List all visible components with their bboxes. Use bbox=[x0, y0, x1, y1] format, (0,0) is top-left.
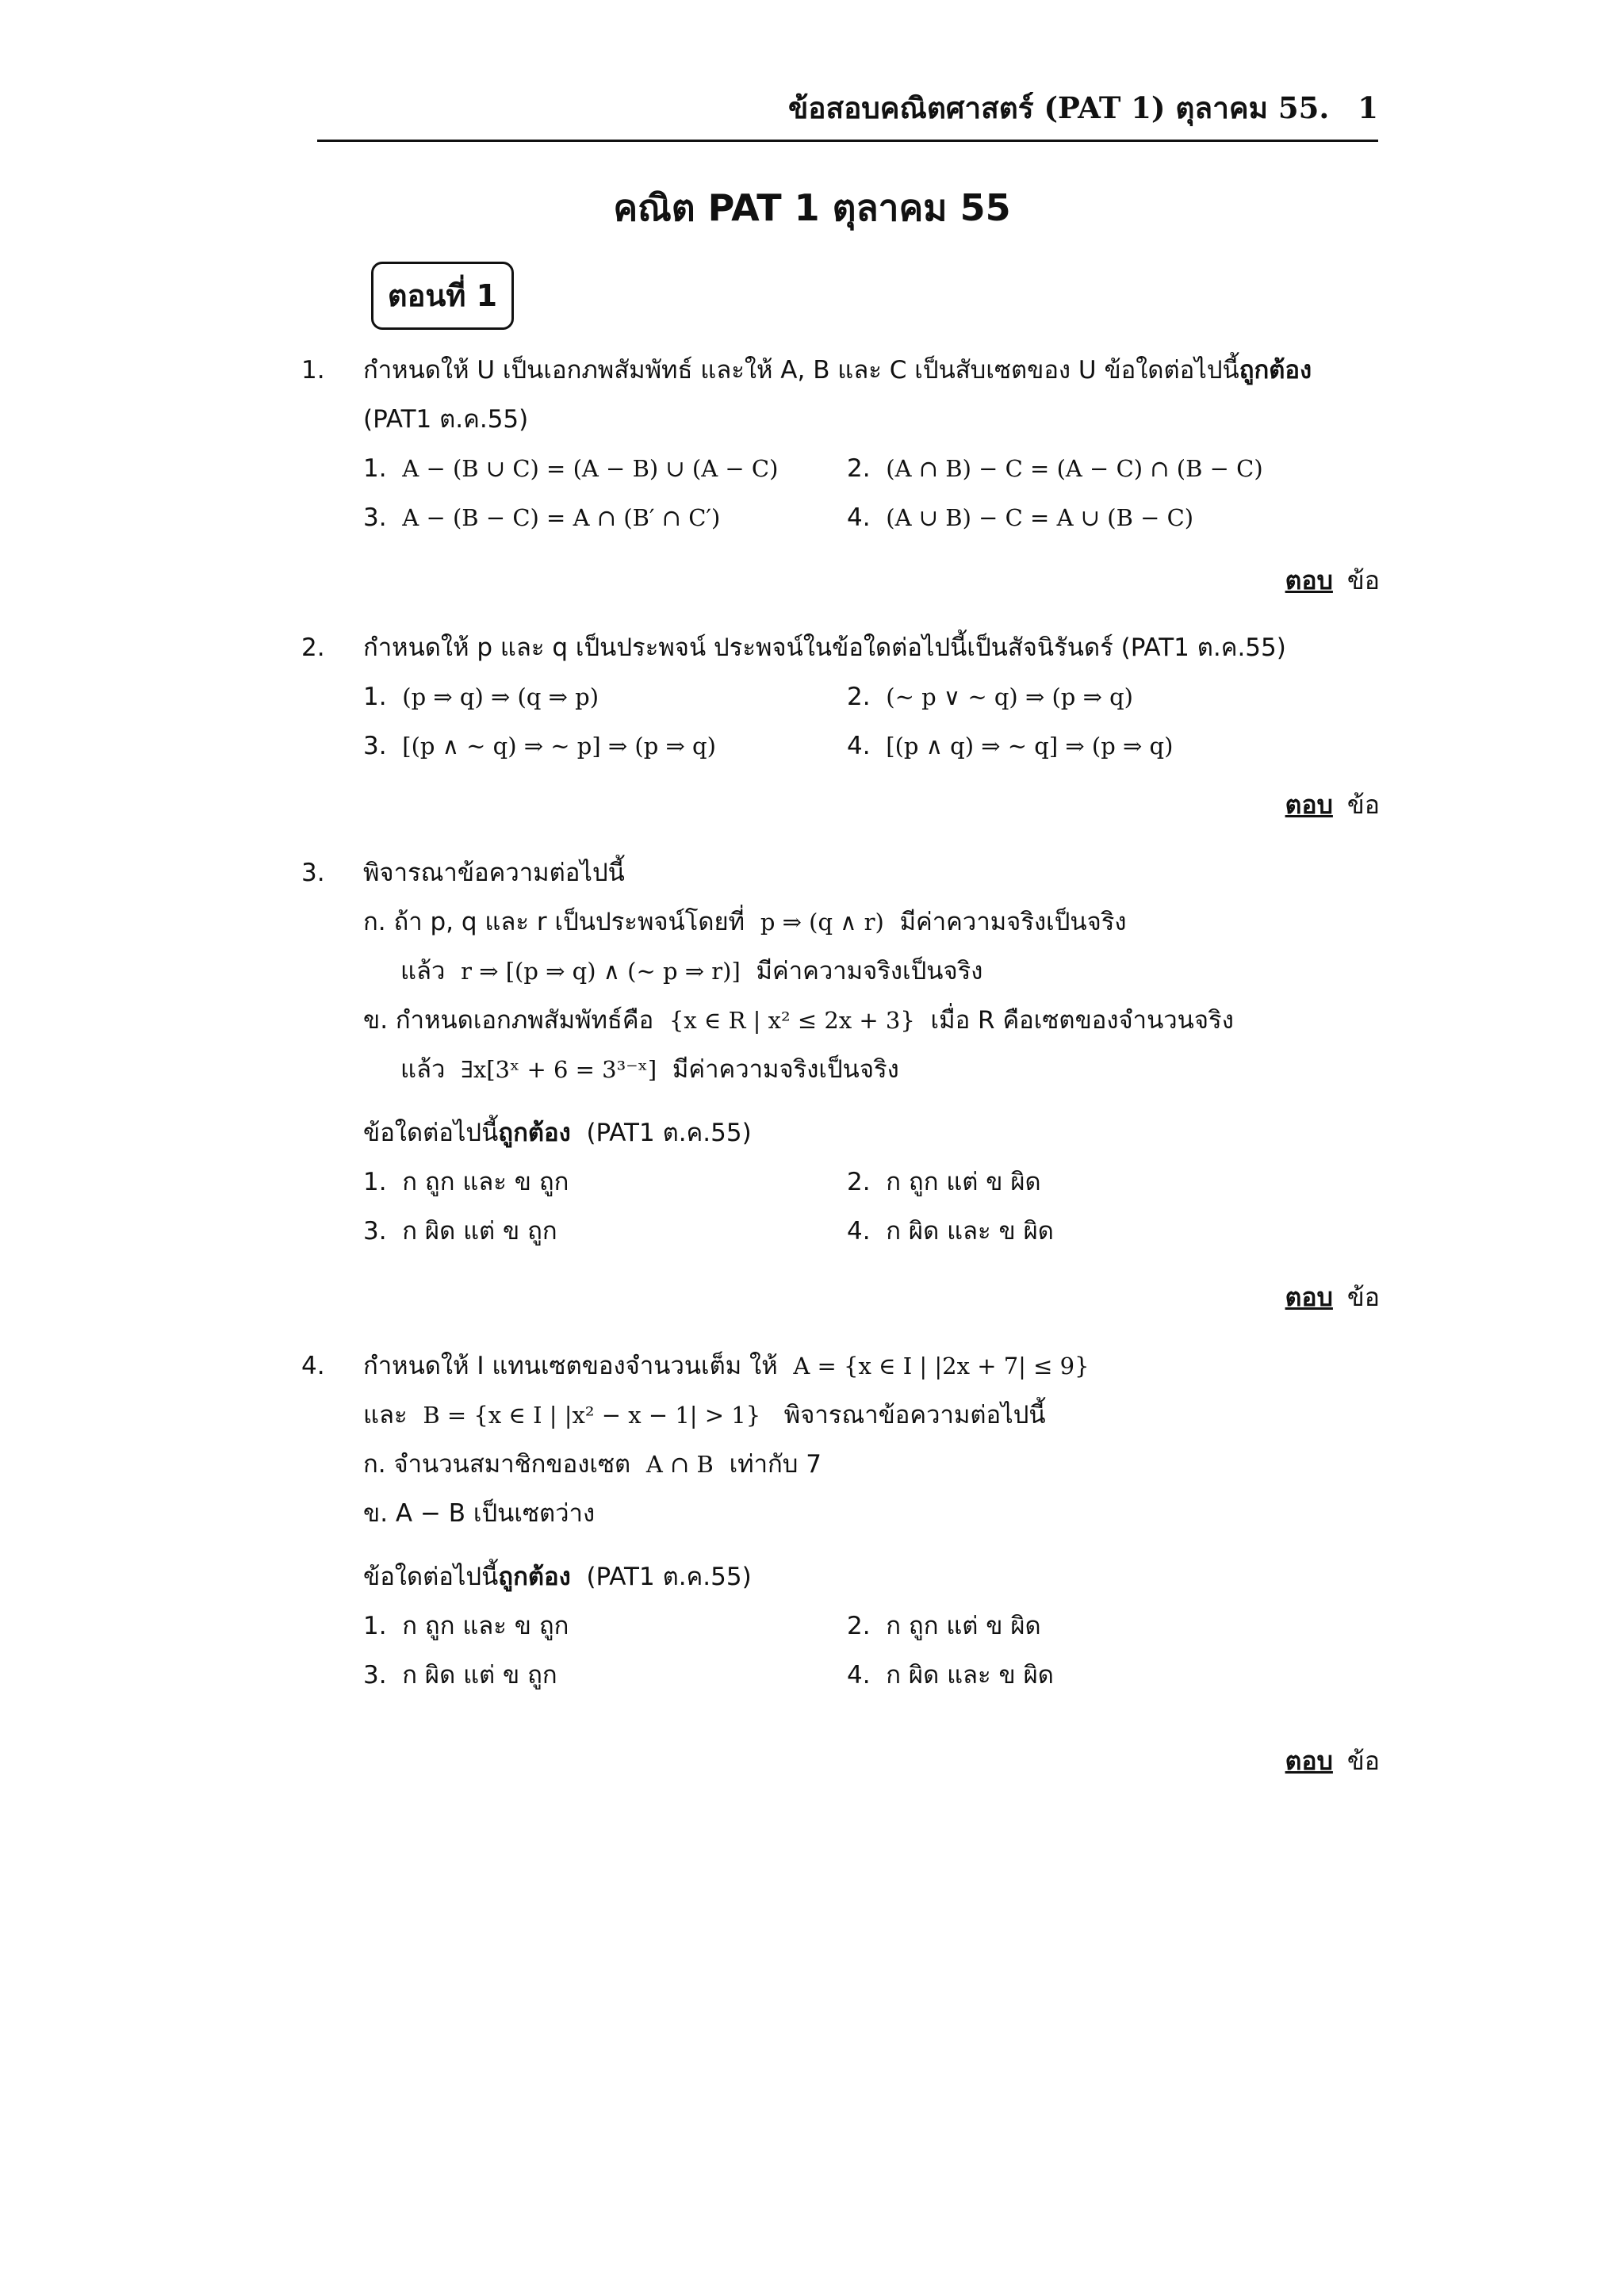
option-4: 4. [(p ∧ q) ⇒ ~ q] ⇒ (p ⇒ q) bbox=[847, 732, 1174, 760]
statement-a-line-1: ก. ถ้า p, q และ r เป็นประพจน์โดยที่ p ⇒ (q ∧ r) มีค่าความจริงเป็นจริง bbox=[363, 908, 1127, 936]
option-2: 2. (A ∩ B) − C = (A − C) ∩ (B − C) bbox=[847, 454, 1263, 483]
question-text: กำหนดให้ p และ q เป็นประพจน์ ประพจน์ในข้อใดต่อไปนี้เป็นสัจนิรันดร์ (PAT1 ต.ค.55) bbox=[363, 633, 1286, 662]
question-number: 1. bbox=[301, 356, 325, 385]
option-1: 1. ก ถูก และ ข ถูก bbox=[363, 1612, 569, 1640]
answer-line-1: ตอบ ข้อ bbox=[1285, 565, 1380, 595]
answer-line-4: ตอบ ข้อ bbox=[1285, 1746, 1380, 1776]
answer-line-3: ตอบ ข้อ bbox=[1285, 1282, 1380, 1312]
statement-b-line-1: ข. กำหนดเอกภพสัมพัทธ์คือ {x ∈ R | x² ≤ 2x + 3} เมื่อ R คือเซตของจำนวนจริง bbox=[363, 1006, 1234, 1035]
question-prompt: ข้อใดต่อไปนี้ถูกต้อง (PAT1 ต.ค.55) bbox=[363, 1119, 752, 1147]
question-ref: (PAT1 ต.ค.55) bbox=[363, 405, 529, 434]
question-number: 2. bbox=[301, 633, 325, 662]
option-4: 4. ก ผิด และ ข ผิด bbox=[847, 1661, 1054, 1689]
option-3: 3. [(p ∧ ~ q) ⇒ ~ p] ⇒ (p ⇒ q) bbox=[363, 732, 716, 760]
question-4 bbox=[301, 1341, 1396, 1700]
part-label: ตอนที่ 1 bbox=[371, 262, 514, 330]
question-3 bbox=[301, 848, 1396, 1256]
question-2 bbox=[301, 623, 1396, 771]
question-prompt: ข้อใดต่อไปนี้ถูกต้อง (PAT1 ต.ค.55) bbox=[363, 1563, 752, 1591]
option-2: 2. ก ถูก แต่ ข ผิด bbox=[847, 1612, 1041, 1640]
option-1: 1. (p ⇒ q) ⇒ (q ⇒ p) bbox=[363, 683, 599, 711]
question-number: 4. bbox=[301, 1352, 325, 1380]
option-3: 3. ก ผิด แต่ ข ถูก bbox=[363, 1217, 557, 1246]
option-4: 4. ก ผิด และ ข ผิด bbox=[847, 1217, 1054, 1246]
question-text-line-2: และ B = {x ∈ I | |x² − x − 1| > 1} พิจารณาข้อความต่อไปนี้ bbox=[363, 1401, 1046, 1429]
option-2: 2. ก ถูก แต่ ข ผิด bbox=[847, 1168, 1041, 1196]
option-2: 2. (~ p ∨ ~ q) ⇒ (p ⇒ q) bbox=[847, 683, 1133, 711]
statement-b: ข. A − B เป็นเซตว่าง bbox=[363, 1499, 596, 1528]
statement-a-line-2: แล้ว r ⇒ [(p ⇒ q) ∧ (~ p ⇒ r)] มีค่าความจริงเป็นจริง bbox=[400, 957, 983, 985]
option-1: 1. ก ถูก และ ข ถูก bbox=[363, 1168, 569, 1196]
option-1: 1. A − (B ∪ C) = (A − B) ∪ (A − C) bbox=[363, 454, 779, 483]
header-title: ข้อสอบคณิตศาสตร์ (PAT 1) ตุลาคม 55. bbox=[787, 90, 1330, 125]
page-title: คณิต PAT 1 ตุลาคม 55 bbox=[613, 186, 1011, 229]
page-number: 1 bbox=[1358, 90, 1378, 125]
question-text: กำหนดให้ I แทนเซตของจำนวนเต็ม ให้ A = {x ∈ I | |2x + 7| ≤ 9} bbox=[363, 1352, 1090, 1380]
statement-a: ก. จำนวนสมาชิกของเซต A ∩ B เท่ากับ 7 bbox=[363, 1450, 822, 1479]
option-3: 3. A − (B − C) = A ∩ (B′ ∩ C′) bbox=[363, 503, 721, 532]
option-3: 3. ก ผิด แต่ ข ถูก bbox=[363, 1661, 557, 1689]
page-header bbox=[317, 84, 1378, 142]
question-number: 3. bbox=[301, 859, 325, 887]
question-text: กำหนดให้ U เป็นเอกภพสัมพัทธ์ และให้ A, B และ C เป็นสับเซตของ U ข้อใดต่อไปนี้ถูกต้อง bbox=[363, 356, 1312, 385]
option-4: 4. (A ∪ B) − C = A ∪ (B − C) bbox=[847, 503, 1194, 532]
answer-line-2: ตอบ ข้อ bbox=[1285, 790, 1380, 820]
statement-b-line-2: แล้ว ∃x[3ˣ + 6 = 3³⁻ˣ] มีค่าความจริงเป็นจริง bbox=[400, 1055, 899, 1084]
question-text: พิจารณาข้อความต่อไปนี้ bbox=[363, 859, 625, 887]
question-1 bbox=[301, 346, 1396, 542]
